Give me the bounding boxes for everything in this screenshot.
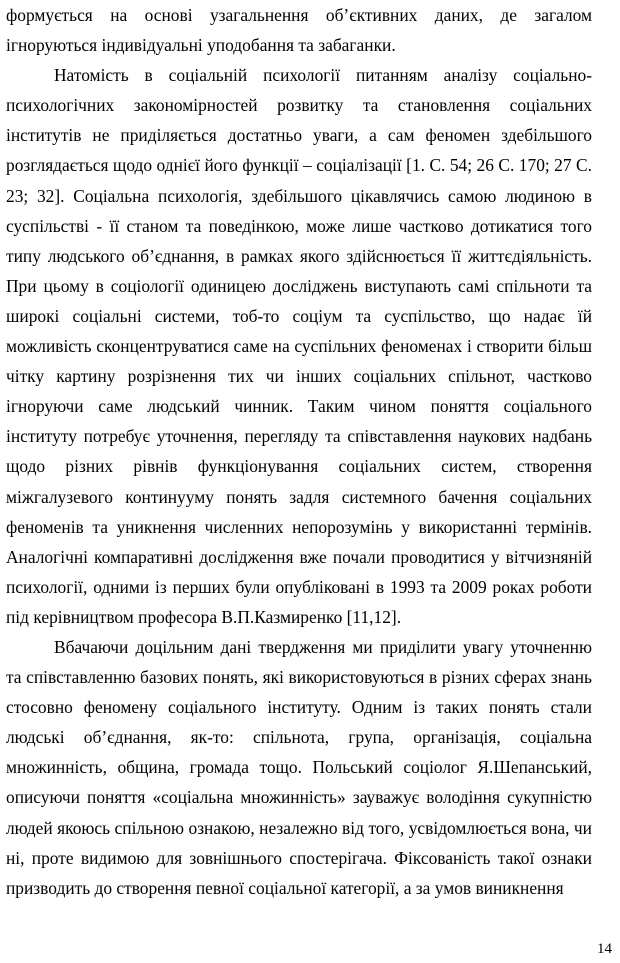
body-text — [6, 0, 592, 903]
paragraph-continuation: формується на основі узагальнення об’єктивних даних, де загалом ігноруються індивідуальні уподобання та забаганки. — [6, 5, 592, 56]
page-number: 14 — [597, 941, 612, 957]
paragraph-basic-concepts: Вбачаючи доцільним дані твердження ми приділити увагу уточненню та співставленню базових понять, які використовуються в різних сферах знань стосовно феномену соціального інституту. Одним із таких понять стали людські об’єднання, як-то: спільнота, група, організація, соціальна множинність, община, громада тощо. Польський соціолог Я.Шепанський, описуючи поняття «соціальна множинність» зауважує володіння сукупністю людей якоюсь спільною ознакою, незалежно від того, усвідомлюється вона, чи ні, проте видимою для зовнішнього спостерігача. Фіксованість такої ознаки призводить до створення певної соціальної категорії, а за умов виникнення — [6, 636, 592, 898]
paragraph-social-psychology: Натомість в соціальній психології питанням аналізу соціально-психологічних закономірностей розвитку та становлення соціальних інститутів не приділяється достатньо уваги, а сам феномен здебільшого розглядається щодо однієї його функції – соціалізації [1. С. 54; 26 С. 170; 27 С. 23; 32]. Соціальна психологія, здебільшого цікавлячись самою людиною в суспільстві - її станом та поведінкою, може лише частково дотикатися того типу людського об’єднання, в рамках якого здійснюється її життєдіяльність. При цьому в соціології одиницею досліджень виступають самі спільноти та широкі соціальні системи, тоб-то соціум та суспільство, що надає їй можливість сконцентруватися саме на суспільних феноменах і створити більш чітку картину розрізнення тих чи інших соціальних спільнот, частково ігноруючи саме людський чинник. Таким чином поняття соціального інституту потребує уточнення, перегляду та співставлення наукових надбань щодо різних рівнів функціонування соціальних систем, створення міжгалузевого континууму понять задля системного бачення соціальних феноменів та уникнення численних непорозумінь у використанні термінів. Аналогічні компаративні дослідження вже почали проводитися у вітчизняній психології, одними із перших були опубліковані в 1993 та 2009 роках роботи під керівництвом професора В.П.Казмиренко [11,12]. — [6, 65, 592, 627]
